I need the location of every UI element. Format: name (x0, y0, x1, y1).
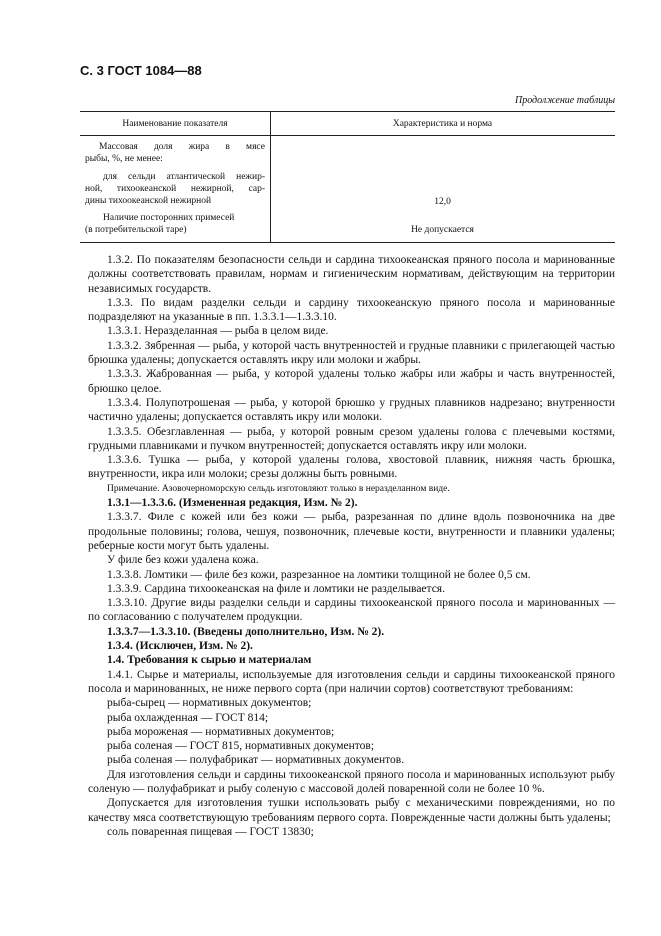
excluded-text: 1.3.4. (Исключен, Изм. № 2). (107, 640, 253, 653)
document-body (88, 253, 615, 839)
table-col-header-norm: Характеристика и норма (392, 119, 493, 129)
section-heading-text: 1.4. Требования к сырью и материалам (107, 654, 312, 667)
paragraph-1-3-3-8: 1.3.3.8. Ломтики — филе без кожи, разрезанное на ломтики толщиной не более 0,5 см. (107, 568, 531, 581)
table-cell-fat-sub-3: дины тихоокеанской нежирной (85, 196, 212, 206)
paragraph-1-3-3-2: 1.3.3.2. Зябренная — рыба, у которой часть внутренностей и грудные плавники с прилегающей частью брюшка удалены; допускается оставлять икру или молоки и жабры. (88, 339, 615, 367)
note-paragraph: Примечание. Азовочерноморскую сельдь изготовляют только в неразделанном виде. (107, 483, 450, 494)
list-item-chilled-fish: рыба охлажденная — ГОСТ 814; (107, 711, 269, 724)
table-header-rule (80, 135, 615, 136)
paragraph-damaged-fish: Допускается для изготовления тушки использовать рыбу с механическими повреждениями, но по качеству мяса соответствующую требованиям первого сорта. Поврежденные части должны быть удалены; (88, 797, 615, 824)
paragraph-1-3-2: 1.3.2. По показателям безопасности сельди и сардина тихоокеанская пряного посола и маринованные должны соответствовать правилам, нормам и гигиеническим нормативам, действующим на территории независимых государств. (88, 254, 615, 295)
paragraph-1-3-4 (88, 639, 615, 653)
list-item-raw-fish: рыба-сырец — нормативных документов; (107, 697, 312, 710)
list-item-frozen-fish: рыба мороженая — нормативных документов; (107, 725, 335, 738)
paragraph-1-3-3-5: 1.3.3.5. Обезглавленная — рыба, у которой ровным срезом удалены голова с плечевыми костями, грудными плавниками и пучком внутренностей; допускается оставлять икру или молоки. (88, 425, 615, 452)
list-item-salted-fish: рыба соленая — ГОСТ 815, нормативных документов; (107, 740, 375, 753)
table-top-rule (80, 111, 615, 112)
table-cell-fat-value: 12,0 (434, 197, 451, 207)
paragraph-1-3-3-4: 1.3.3.4. Полупотрошеная — рыба, у которой брюшко у грудных плавников надрезано; внутренности частично удалены; допускается оставлять икру или молоки. (88, 396, 615, 424)
paragraph-1-3-3-9: 1.3.3.9. Сардина тихоокеанская на филе и ломтики не разделывается. (107, 582, 445, 595)
table-cell-impurity-value: Не допускается (411, 225, 474, 235)
section-heading-1-4 (88, 653, 615, 667)
paragraph-1-3-3-7: 1.3.3.7. Филе с кожей или без кожи — рыба, разрезанная по длине вдоль позвоночника на две продольные половины; голова, чешуя, позвоночник, плечевые кости, внутренности и плавники удалены; реберные кости могут быть удалены. (88, 511, 615, 552)
table-bottom-rule (80, 242, 615, 243)
amendment-1-3-3-7 (88, 625, 615, 639)
paragraph-1-3-3-3: 1.3.3.3. Жаброванная — рыба, у которой удалены только жабры или жабры и часть внутренностей, брюшко целое. (88, 368, 615, 395)
table-cell-impurity-label-1: Наличие посторонних примесей (103, 213, 235, 223)
paragraph-salted-usage: Для изготовления сельди и сардины тихоокеанской пряного посола и маринованных используют рыбу соленую — полуфабрикат и рыбу соленую с массовой долей поваренной соли не более 10 %. (88, 768, 615, 795)
table-cell-impurity-label-2: (в потребительской таре) (85, 225, 187, 235)
table-column-divider (270, 111, 271, 242)
list-item-salt: соль поваренная пищевая — ГОСТ 13830; (107, 825, 314, 838)
table-cell-fat-sub-1: для сельди атлантической нежир- (103, 172, 265, 182)
amendment-1-3-1 (88, 496, 615, 510)
list-item-salted-semi: рыба соленая — полуфабрикат — нормативных документов. (107, 754, 405, 767)
paragraph-1-3-3-6: 1.3.3.6. Тушка — рыба, у которой удалены голова, хвостовой плавник, нижняя часть брюшка, внутренности, икра или молоки; срезы должны быть ровными. (88, 454, 615, 481)
paragraph-1-3-3-10: 1.3.3.10. Другие виды разделки сельди и сардины тихоокеанской пряного посола и маринованных — по согласованию с получателем продукции. (88, 597, 615, 624)
page-header: С. 3 ГОСТ 1084—88 (80, 63, 202, 78)
paragraph-1-3-3: 1.3.3. По видам разделки сельди и сардину тихоокеанскую пряного посола и маринованные подразделяют на указанные в пп. 1.3.3.1—1.3.3.10. (88, 296, 615, 324)
paragraph-1-4-1: 1.4.1. Сырье и материалы, используемые для изготовления сельди и сардины тихоокеанской пряного посола и маринованных, не ниже первого сорта (при наличии сортов) соответствуют требованиям: (88, 668, 615, 695)
paragraph-1-3-3-1: 1.3.3.1. Неразделанная — рыба в целом виде. (107, 325, 329, 338)
table-col-header-indicator: Наименование показателя (122, 119, 228, 129)
amendment-text: 1.3.1—1.3.3.6. (Измененная редакция, Изм. № 2). (107, 497, 358, 510)
table-continuation-label: Продолжение таблицы (514, 95, 615, 106)
table-cell-fat-sub-2: ной, тихоокеанской нежирной, сар- (85, 184, 265, 194)
table-cell-fat-label-1: Массовая доля жира в мясе (99, 142, 265, 152)
table-cell-fat-label-2: рыбы, %, не менее: (85, 154, 163, 164)
amendment-text: 1.3.3.7—1.3.3.10. (Введены дополнительно, Изм. № 2). (107, 625, 385, 638)
paragraph-fillet-skinless: У филе без кожи удалена кожа. (107, 554, 259, 567)
